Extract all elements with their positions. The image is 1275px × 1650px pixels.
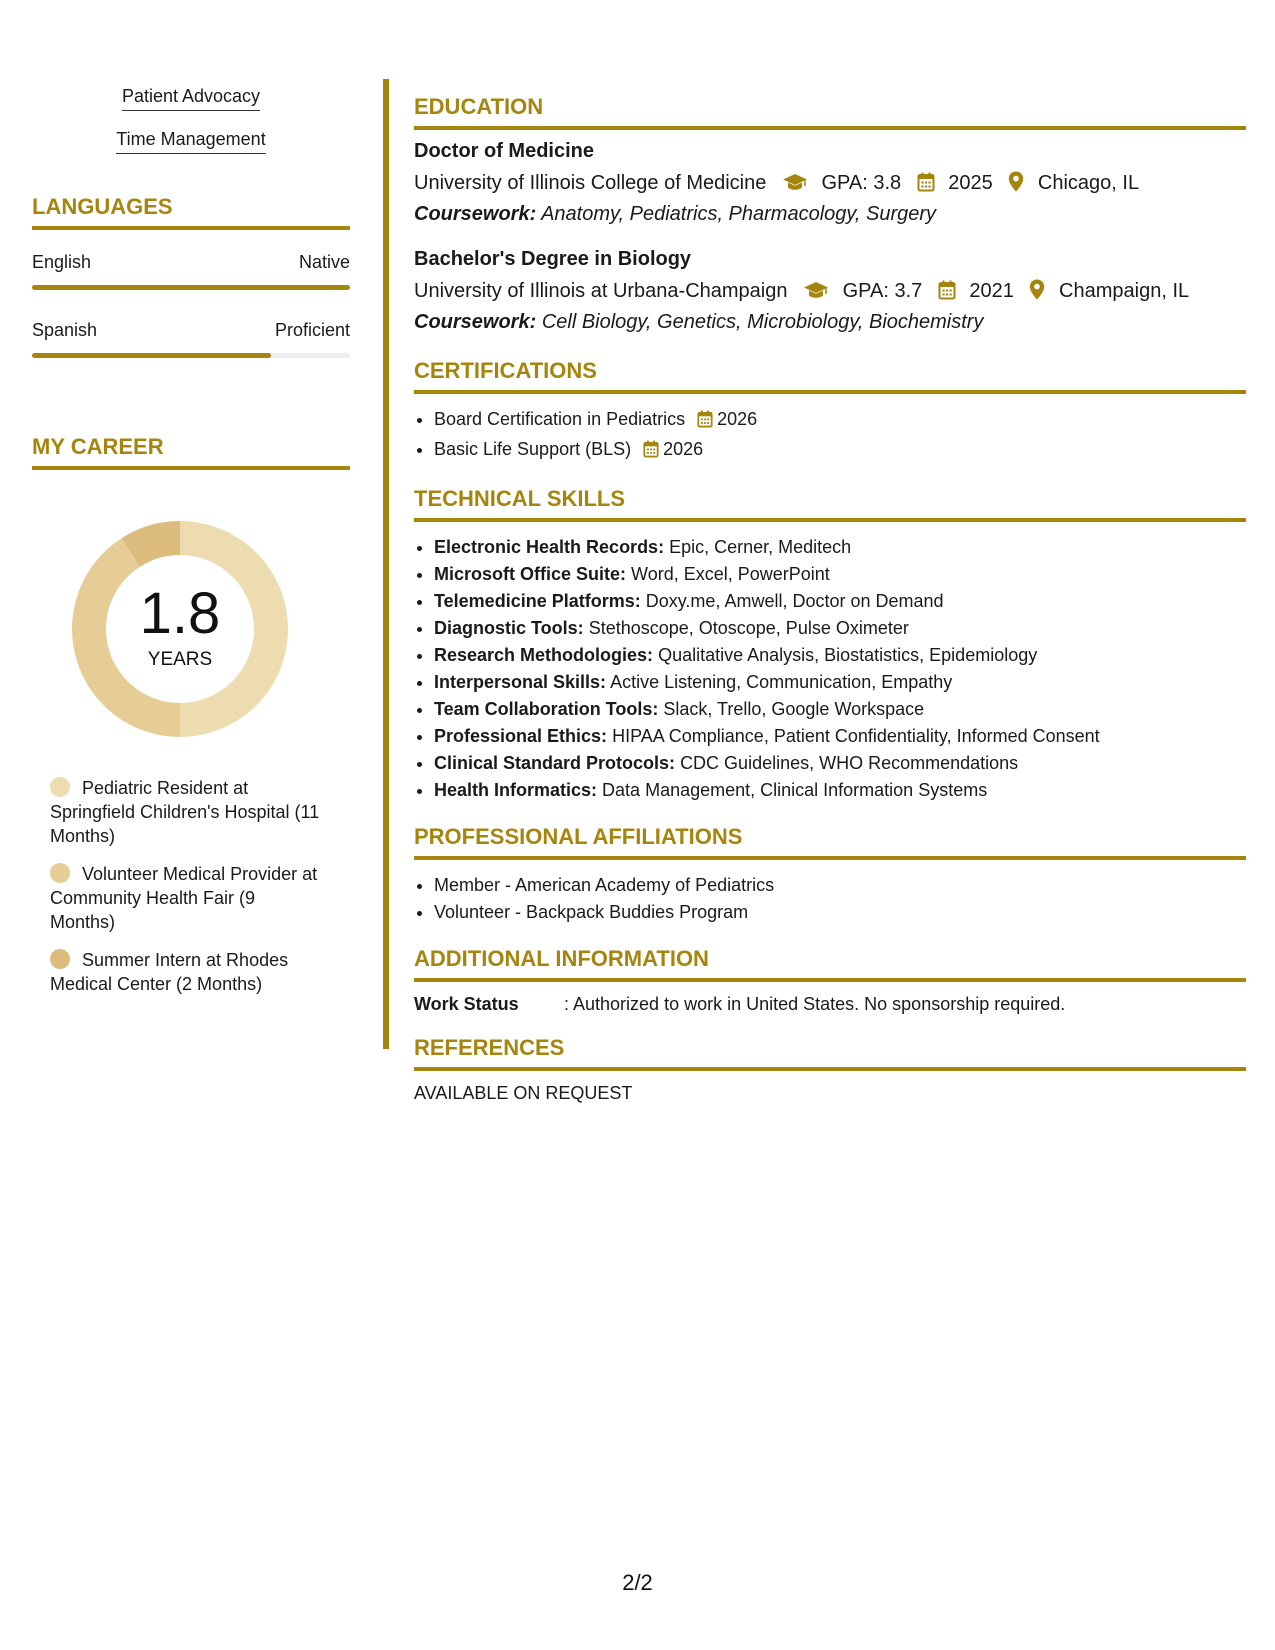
coursework-list: Cell Biology, Genetics, Microbiology, Biochemistry <box>541 311 984 333</box>
language-name: Spanish <box>32 320 98 340</box>
skill-item <box>434 561 1246 588</box>
career-item <box>50 862 320 934</box>
languages-heading: LANGUAGES <box>32 194 350 230</box>
skill-values: HIPAA Compliance, Patient Confidentiality, Informed Consent <box>612 726 1100 746</box>
degree-title: Bachelor's Degree in Biology <box>414 248 692 270</box>
career-item <box>50 948 320 996</box>
certification-name: Basic Life Support (BLS) <box>434 439 632 459</box>
education-entry <box>414 140 1246 226</box>
additional-info-heading: ADDITIONAL INFORMATION <box>414 946 1246 982</box>
graduation-year: 2021 <box>969 280 1014 302</box>
skill-values: Doxy.me, Amwell, Doctor on Demand <box>645 591 944 611</box>
language-level-bar <box>32 285 350 290</box>
coursework <box>414 203 1246 226</box>
sidebar <box>32 86 350 1010</box>
affiliation-item: • Member - American Academy of Pediatrics <box>434 872 1246 899</box>
calendar-icon <box>697 409 713 436</box>
career-unit: YEARS <box>147 649 213 670</box>
skill-category: Research Methodologies: <box>434 645 654 665</box>
skill-tag <box>32 129 350 154</box>
graduation-cap-icon <box>803 280 829 300</box>
certifications-heading: CERTIFICATIONS <box>414 358 1246 394</box>
affiliations-list <box>414 872 1246 926</box>
skill-category: Clinical Standard Protocols: <box>434 753 676 773</box>
career-donut <box>65 514 295 744</box>
skill-values: Stethoscope, Otoscope, Pulse Oximeter <box>588 618 909 638</box>
skill-values: Epic, Cerner, Meditech <box>669 537 852 557</box>
skill-values: Qualitative Analysis, Biostatistics, Epidemiology <box>658 645 1038 665</box>
skill-item <box>434 615 1246 642</box>
skill-label: Time Management <box>116 129 265 154</box>
certification-item <box>434 436 1246 466</box>
career-dot <box>50 949 70 969</box>
language-name: English <box>32 252 92 272</box>
language-item <box>32 320 350 358</box>
skill-category: Health Informatics: <box>434 780 598 800</box>
language-level-fill <box>32 353 271 358</box>
calendar-icon <box>643 439 659 466</box>
skill-item <box>434 750 1246 777</box>
skill-item <box>434 642 1246 669</box>
skill-category: Team Collaboration Tools: <box>434 699 659 719</box>
coursework-label: Coursework: <box>414 203 537 225</box>
career-item-text: Pediatric Resident at Springfield Children's Hospital (11 Months) <box>50 778 320 846</box>
career-list <box>50 776 320 996</box>
skill-item <box>434 723 1246 750</box>
career-heading: MY CAREER <box>32 434 350 470</box>
school-name: University of Illinois at Urbana-Champaign <box>414 280 788 302</box>
column-divider <box>383 79 389 1049</box>
certification-year: 2026 <box>663 439 704 459</box>
education-heading: EDUCATION <box>414 94 1246 130</box>
technical-skills-heading: TECHNICAL SKILLS <box>414 486 1246 522</box>
language-level: Proficient <box>274 320 350 340</box>
graduation-year: 2025 <box>948 172 993 194</box>
skill-values: Active Listening, Communication, Empathy <box>610 672 953 692</box>
location-pin-icon <box>1029 279 1045 300</box>
skill-item <box>434 669 1246 696</box>
career-item-text: Summer Intern at Rhodes Medical Center (2 Months) <box>50 950 289 994</box>
skill-tag <box>32 86 350 111</box>
school-location: Champaign, IL <box>1059 280 1190 302</box>
page-number: 2/2 <box>622 1570 653 1595</box>
career-dot <box>50 863 70 883</box>
graduation-cap-icon <box>782 172 808 192</box>
location-pin-icon <box>1008 171 1024 192</box>
skill-category: Diagnostic Tools: <box>434 618 584 638</box>
skill-item <box>434 534 1246 561</box>
skill-values: Word, Excel, PowerPoint <box>631 564 830 584</box>
career-dot <box>50 777 70 797</box>
work-status-label: Work Status <box>414 994 519 1014</box>
language-level-fill <box>32 285 350 290</box>
affiliation-item: • Volunteer - Backpack Buddies Program <box>434 899 1246 926</box>
certification-year: 2026 <box>717 409 758 429</box>
career-total: 1.8 <box>139 581 221 646</box>
skill-label: Patient Advocacy <box>122 86 260 111</box>
skill-item <box>434 696 1246 723</box>
school-location: Chicago, IL <box>1037 172 1140 194</box>
school-name: University of Illinois College of Medicine <box>414 172 767 194</box>
skill-category: Microsoft Office Suite: <box>434 564 627 584</box>
skill-category: Telemedicine Platforms: <box>434 591 641 611</box>
references-heading: REFERENCES <box>414 1035 1246 1071</box>
language-level-bar <box>32 353 350 358</box>
certifications-list <box>414 406 1246 466</box>
gpa: GPA: 3.8 <box>821 172 902 194</box>
skill-category: Interpersonal Skills: <box>434 672 607 692</box>
calendar-icon <box>938 280 956 300</box>
certification-item <box>434 406 1246 436</box>
degree-title: Doctor of Medicine <box>414 140 595 162</box>
coursework-list: Anatomy, Pediatrics, Pharmacology, Surgery <box>541 203 937 225</box>
language-item <box>32 252 350 290</box>
main-content <box>414 94 1246 1104</box>
skill-values: Slack, Trello, Google Workspace <box>663 699 925 719</box>
gpa: GPA: 3.7 <box>842 280 923 302</box>
affiliations-heading: PROFESSIONAL AFFILIATIONS <box>414 824 1246 860</box>
work-status-value: : Authorized to work in United States. No sponsorship required. <box>564 994 1066 1014</box>
coursework-label: Coursework: <box>414 311 537 333</box>
language-level: Native <box>298 252 350 272</box>
calendar-icon <box>917 172 935 192</box>
skill-item <box>434 777 1246 804</box>
skill-category: Professional Ethics: <box>434 726 608 746</box>
coursework <box>414 311 1246 334</box>
skill-values: CDC Guidelines, WHO Recommendations <box>680 753 1019 773</box>
education-entry <box>414 248 1246 334</box>
references-text: AVAILABLE ON REQUEST <box>414 1083 633 1103</box>
career-item <box>50 776 320 848</box>
certification-name: Board Certification in Pediatrics <box>434 409 686 429</box>
skill-category: Electronic Health Records: <box>434 537 665 557</box>
technical-skills-list <box>414 534 1246 804</box>
skill-item <box>434 588 1246 615</box>
skill-values: Data Management, Clinical Information Systems <box>602 780 988 800</box>
work-status-row <box>414 994 1246 1015</box>
career-item-text: Volunteer Medical Provider at Community Health Fair (9 Months) <box>50 864 318 932</box>
